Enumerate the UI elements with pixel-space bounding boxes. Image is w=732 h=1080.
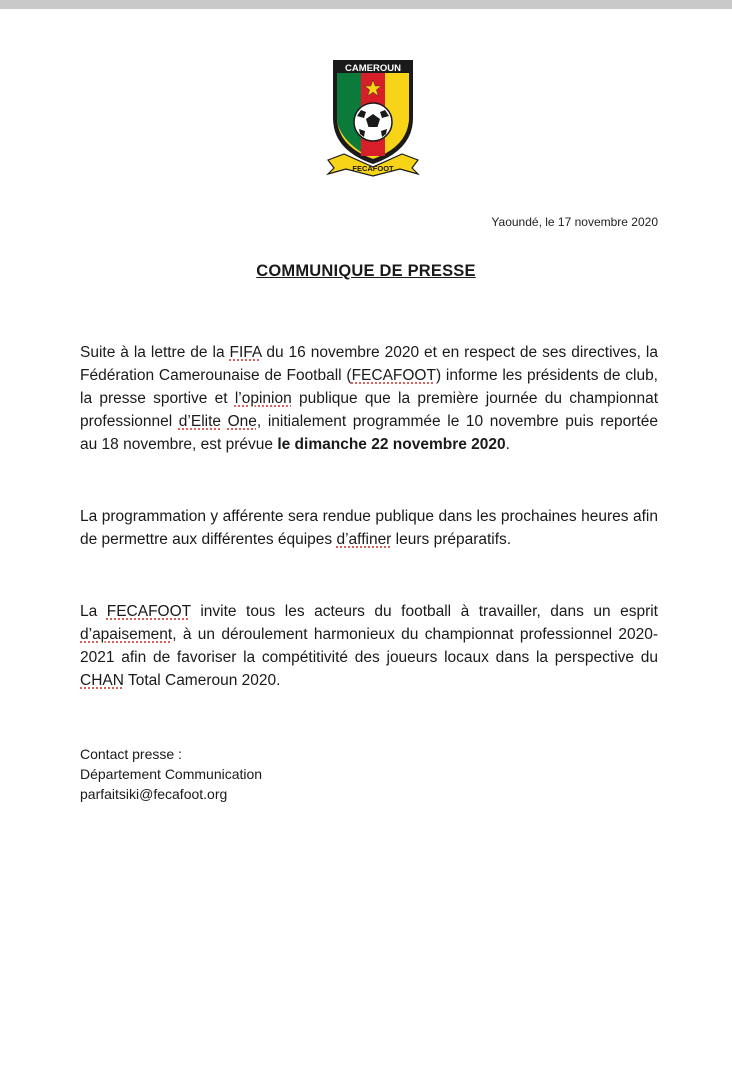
one-term: One (227, 413, 257, 430)
apaisement-term: d’apaisement (80, 626, 173, 643)
p1-text: ) informe les présidents de club, la presse sportive et (80, 367, 658, 407)
p3-text: , à un déroulement harmonieux du championnat professionnel 2020-2021 afin de favoriser la compétitivité des joueurs locaux dans la perspective du (80, 626, 658, 666)
p1-text: , initialement programmée le 10 novembre puis reportée au 18 novembre, est prévue (80, 413, 658, 453)
chan-term: CHAN (80, 672, 124, 689)
p3-text: Total Cameroun 2020. (123, 672, 281, 689)
contact-block (80, 744, 262, 804)
match-date-bold: le dimanche 22 novembre 2020 (277, 436, 506, 453)
date-line: Yaoundé, le 17 novembre 2020 (491, 215, 658, 229)
fifa-term: FIFA (229, 344, 262, 361)
contact-label: Contact presse : (80, 746, 182, 762)
fecafoot-term: FECAFOOT (106, 603, 191, 620)
crest-top-text: CAMEROUN (345, 63, 401, 74)
p2-text: La programmation y afférente sera rendue publique dans les prochaines heures afin de permettre aux différentes équipes (80, 508, 658, 548)
p1-text: publique que la première journée du championnat professionnel (80, 390, 659, 430)
opinion-term: l’opinion (234, 390, 292, 407)
contact-department: Département Communication (80, 766, 263, 782)
paragraph-3 (80, 600, 658, 692)
document-page (0, 9, 732, 1080)
p1-text (221, 413, 228, 430)
affiner-term: d’affiner (336, 531, 392, 548)
p1-text: Suite à la lettre de la (80, 344, 230, 361)
paragraph-1 (80, 341, 658, 456)
p2-text: leurs préparatifs. (391, 531, 512, 548)
contact-email[interactable]: parfaitsiki@fecafoot.org (80, 786, 228, 802)
p1-text: . (505, 436, 510, 453)
fecafoot-term: FECAFOOT (351, 367, 436, 384)
fecafoot-crest-logo (320, 54, 426, 180)
p3-text: invite tous les acteurs du football à travailler, dans un esprit (190, 603, 658, 620)
page-title: COMMUNIQUE DE PRESSE (256, 262, 476, 280)
elite-term: d’Elite (178, 413, 222, 430)
crest-bottom-text: FECAFOOT (352, 164, 394, 173)
p3-text: La (80, 603, 107, 620)
paragraph-2 (80, 505, 658, 551)
top-bar (0, 0, 732, 9)
p1-text: du 16 novembre 2020 et en respect de ses directives, la Fédération Camerounaise de Football ( (80, 344, 658, 384)
